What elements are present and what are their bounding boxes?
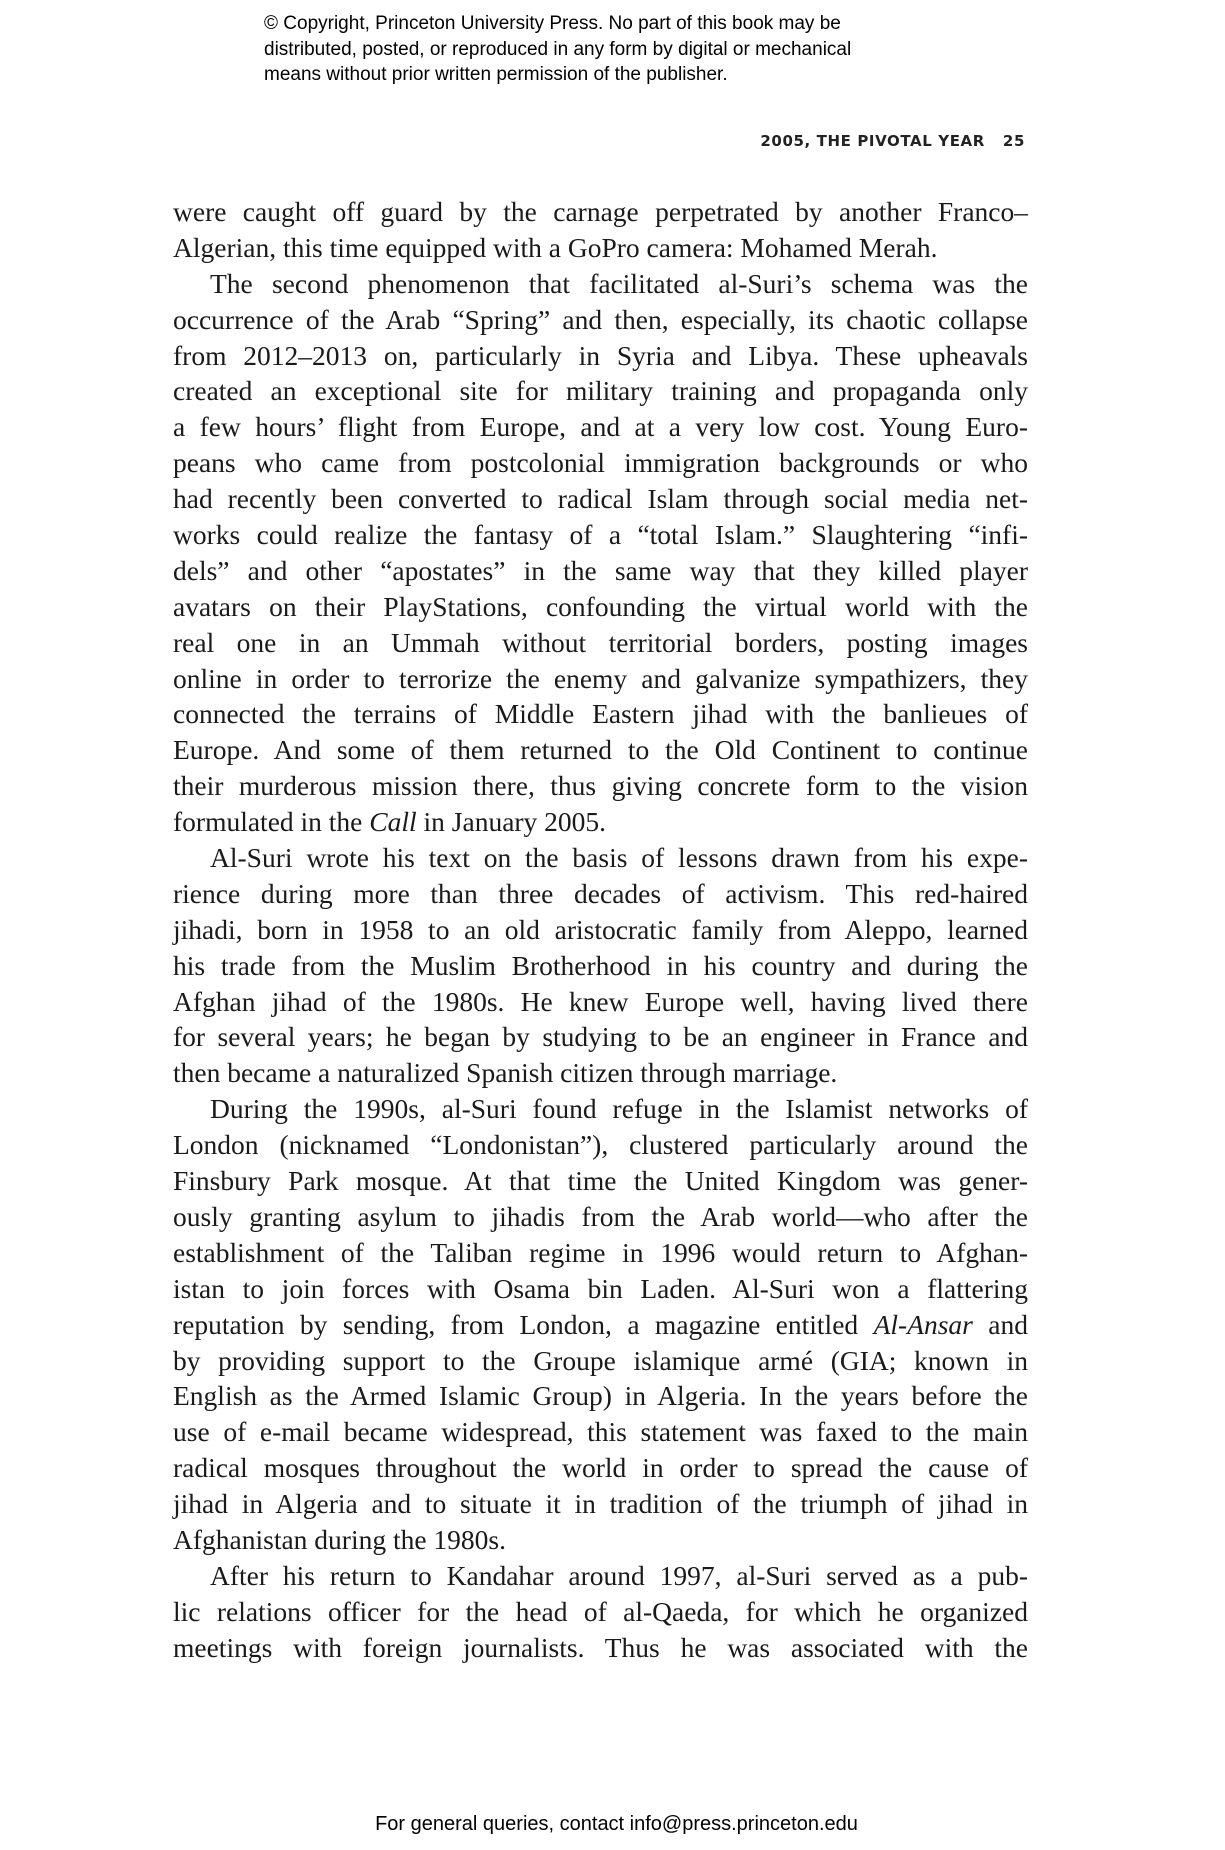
text-line: had recently been converted to radical Islam through social media net- [173, 483, 1028, 515]
text-line: a few hours’ flight from Europe, and at a very low cost. Young Euro- [173, 411, 1028, 443]
text-fragment: in January 2005. [416, 806, 607, 838]
text-line: Algerian, this time equipped with a GoPro camera: Mohamed Merah. [173, 231, 938, 263]
text-line: Afghan jihad of the 1980s. He knew Europe well, having lived there [173, 985, 1028, 1017]
text-line: connected the terrains of Middle Eastern jihad with the banlieues of [173, 698, 1028, 730]
text-line: rience during more than three decades of activism. This red-haired [173, 877, 1028, 909]
copyright-line: © Copyright, Princeton University Press. No part of this book may be [264, 13, 841, 34]
text-line [173, 1307, 1028, 1343]
copyright-notice [264, 11, 984, 88]
text-fragment: and [972, 1308, 1028, 1340]
text-line: their murderous mission there, thus giving concrete form to the vision [173, 770, 1028, 802]
text-line: Europe. And some of them returned to the Old Continent to continue [173, 734, 1028, 766]
text-line: English as the Armed Islamic Group) in Algeria. In the years before the [173, 1380, 1028, 1412]
text-line: real one in an Ummah without territorial borders, posting images [173, 626, 1028, 658]
text-line: istan to join forces with Osama bin Laden. Al-Suri won a flattering [173, 1272, 1028, 1304]
text-line: London (nicknamed “Londonistan”), clustered particularly around the [173, 1129, 1028, 1161]
text-line: establishment of the Taliban regime in 1996 would return to Afghan- [173, 1236, 1028, 1268]
copyright-line: distributed, posted, or reproduced in any form by digital or mechanical [264, 38, 852, 60]
text-line: for several years; he began by studying to be an engineer in France and [173, 1021, 1028, 1053]
text-line: jihadi, born in 1958 to an old aristocratic family from Aleppo, learned [173, 913, 1028, 945]
text-line: were caught off guard by the carnage perpetrated by another Franco– [173, 196, 1028, 227]
italic-title-al-ansar: Al-Ansar [873, 1308, 973, 1340]
text-line: created an exceptional site for military training and propaganda only [173, 375, 1028, 407]
page-number: 25 [1002, 132, 1025, 150]
text-line: works could realize the fantasy of a “total Islam.” Slaughtering “infi- [173, 519, 1028, 551]
text-line: Finsbury Park mosque. At that time the United Kingdom was gener- [173, 1165, 1028, 1197]
text-line: During the 1990s, al-Suri found refuge in the Islamist networks of [210, 1093, 1028, 1125]
text-line: use of e-mail became widespread, this statement was faxed to the main [173, 1416, 1028, 1448]
text-line: Al-Suri wrote his text on the basis of lessons drawn from his expe- [210, 842, 1028, 874]
footer [0, 1813, 1225, 1836]
text-line: avatars on their PlayStations, confounding the virtual world with the [173, 590, 1028, 622]
text-line: After his return to Kandahar around 1997, al-Suri served as a pub- [210, 1559, 1028, 1591]
text-line: peans who came from postcolonial immigration backgrounds or who [173, 447, 1028, 479]
text-line: occurrence of the Arab “Spring” and then, especially, its chaotic collapse [173, 303, 1028, 335]
footer-contact: For general queries, contact info@press.princeton.edu [375, 1813, 858, 1835]
text-line: meetings with foreign journalists. Thus he was associated with the [173, 1631, 1028, 1663]
text-fragment: reputation by sending, from London, a magazine entitled [173, 1308, 874, 1340]
text-line: by providing support to the Groupe islamique armé (GIA; known in [173, 1344, 1028, 1376]
text-line: ously granting asylum to jihadis from the Arab world—who after the [173, 1200, 1028, 1232]
text-line: jihad in Algeria and to situate it in tradition of the triumph of jihad in [173, 1488, 1028, 1520]
text-line: his trade from the Muslim Brotherhood in his country and during the [173, 949, 1028, 981]
text-line: Afghanistan during the 1980s. [173, 1523, 507, 1555]
body-text [173, 194, 1028, 1666]
text-line: lic relations officer for the head of al-Qaeda, for which he organized [173, 1595, 1028, 1627]
text-line: from 2012–2013 on, particularly in Syria and Libya. These upheavals [173, 339, 1028, 371]
chapter-title: 2005, THE PIVOTAL YEAR [760, 132, 985, 150]
text-line: The second phenomenon that facilitated al-Suri’s schema was the [210, 267, 1028, 299]
text-line: then became a naturalized Spanish citizen through marriage. [173, 1057, 838, 1089]
copyright-line: means without prior written permission of the publisher. [264, 64, 728, 85]
text-line: dels” and other “apostates” in the same way that they killed player [173, 554, 1028, 586]
text-line: online in order to terrorize the enemy and galvanize sympathizers, they [173, 662, 1028, 694]
text-fragment: formulated in the [173, 806, 370, 838]
text-line [173, 804, 1028, 840]
running-head [760, 132, 1025, 150]
italic-title-call: Call [369, 806, 417, 838]
text-line: radical mosques throughout the world in order to spread the cause of [173, 1452, 1028, 1484]
